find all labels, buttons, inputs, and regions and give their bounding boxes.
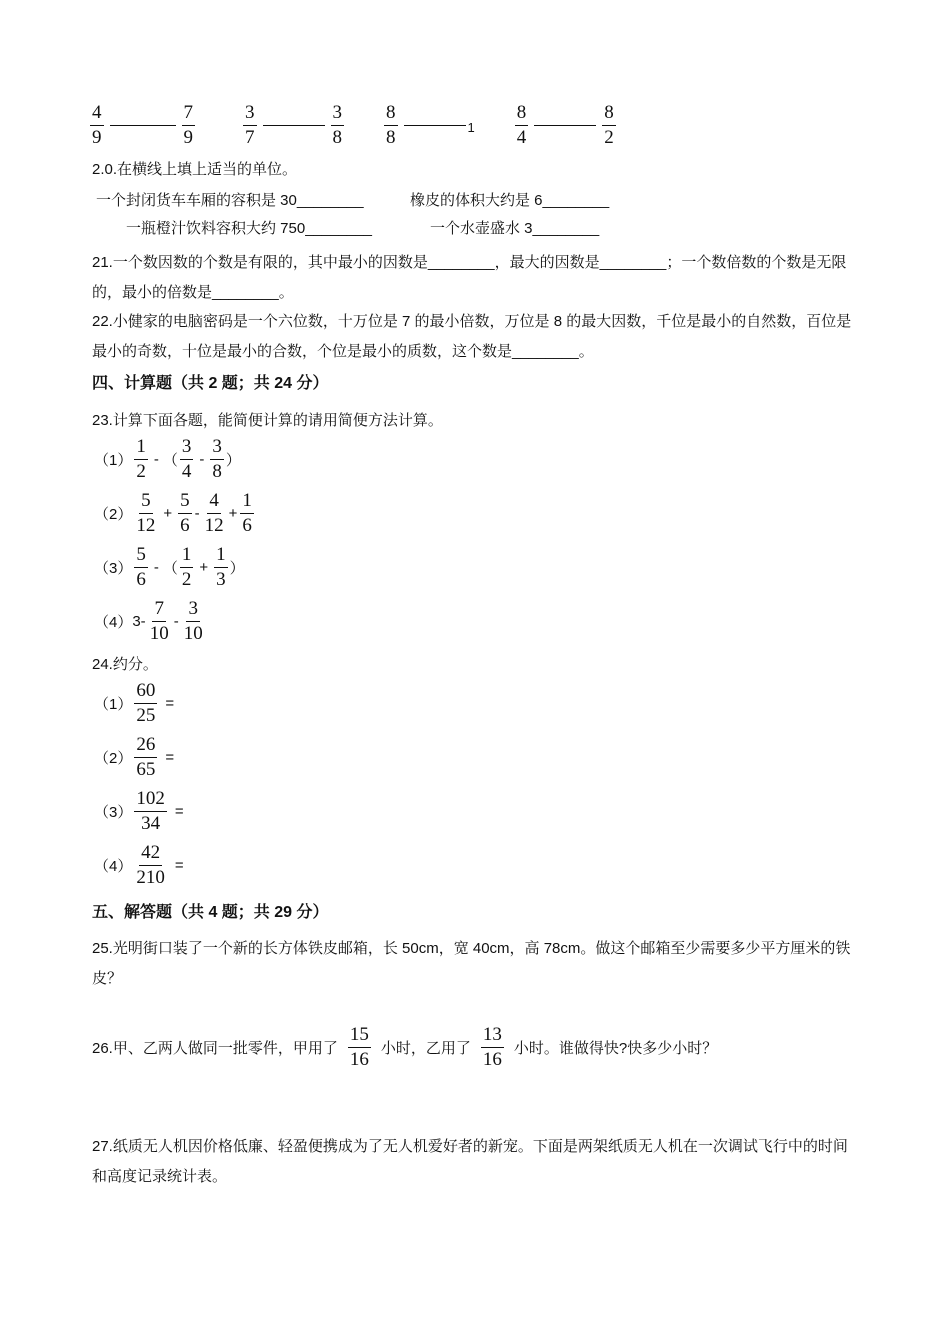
question-23-title: 23.计算下面各题，能简便计算的请用简便方法计算。 [92,412,443,429]
question-21: 21.一个数因数的个数是有限的，其中最小的因数是________，最大的因数是________；一个数倍数的个数是无限的，最小的倍数是________。 [92,254,847,301]
section-heading-5: 五、解答题（共 4 题；共 29 分） [92,904,329,921]
section-heading-4: 四、计算题（共 2 题；共 24 分） [92,375,329,392]
answer-blank[interactable] [263,125,325,126]
question-22: 22.小健家的电脑密码是一个六位数，十万位是 7 的最小倍数，万位是 8 的最大因数，千位是最小的自然数，百位是最小的奇数，十位是最小的合数，个位是最小的质数，这个数是________。 [92,313,852,360]
fraction: $\frac{4}{9}$ [92,102,102,148]
question-20-title: 2.0.在横线上填上适当的单位。 [92,161,298,178]
question-25: 25.光明街口装了一个新的长方体铁皮邮箱，长 50cm，宽 40cm，高 78cm。做这个邮箱至少需要多少平方厘米的铁皮？ [92,940,851,987]
reduce-item-2: （2） $\frac{26}{65}$ = [94,734,175,780]
answer-blank[interactable] [534,125,596,126]
compare-value: 1 [467,120,475,135]
fraction: $\frac{8}{2}$ [604,102,614,148]
compare-row [88,102,618,149]
question-24-title: 24.约分。 [92,656,158,673]
expression-3: （3） $\frac{5}{6}$ - （ $\frac{1}{2}$ + $\frac{1}{3}$ ） [94,544,245,590]
expression-2: （2） $\frac{5}{12}$ + $\frac{5}{6}$ - $\frac{4}{12}$ + $\frac{1}{6}$ [94,490,252,536]
reduce-item-1: （1） $\frac{60}{25}$ = [94,680,175,726]
question-20-item-3: 一瓶橙汁饮料容积大约 750________ [126,220,372,237]
reduce-item-3: （3） $\frac{102}{34}$ = [94,788,184,834]
question-20-item-2: 橡皮的体积大约是 6________ [410,192,610,209]
question-26: 26.甲、乙两人做同一批零件，甲用了 $\frac{15}{16}$ 小时，乙用了 $\frac{13}{16}$ 小时。谁做得快?快多少小时？ [92,1024,718,1070]
fraction: $\frac{7}{9}$ [183,102,193,148]
question-20-item-4: 一个水壶盛水 3________ [430,220,600,237]
fraction: $\frac{8}{4}$ [516,102,527,148]
answer-blank[interactable] [404,125,466,126]
fraction: $\frac{8}{8}$ [386,102,396,148]
reduce-item-4: （4） $\frac{42}{210}$ = [94,842,184,888]
question-27: 27.纸质无人机因价格低廉、轻盈便携成为了无人机爱好者的新宠。下面是两架纸质无人机在一次调试飞行中的时间和高度记录统计表。 [92,1138,848,1185]
fraction: $\frac{3}{7}$ [245,102,255,148]
answer-blank[interactable] [110,125,176,126]
expression-1: （1） $\frac{1}{2}$ - （ $\frac{3}{4}$ - $\frac{3}{8}$ ） [94,436,241,482]
expression-4: （4） 3- $\frac{7}{10}$ - $\frac{3}{10}$ [94,598,203,644]
fraction: $\frac{3}{8}$ [332,102,342,148]
question-20-item-1: 一个封闭货车车厢的容积是 30________ [96,192,364,209]
